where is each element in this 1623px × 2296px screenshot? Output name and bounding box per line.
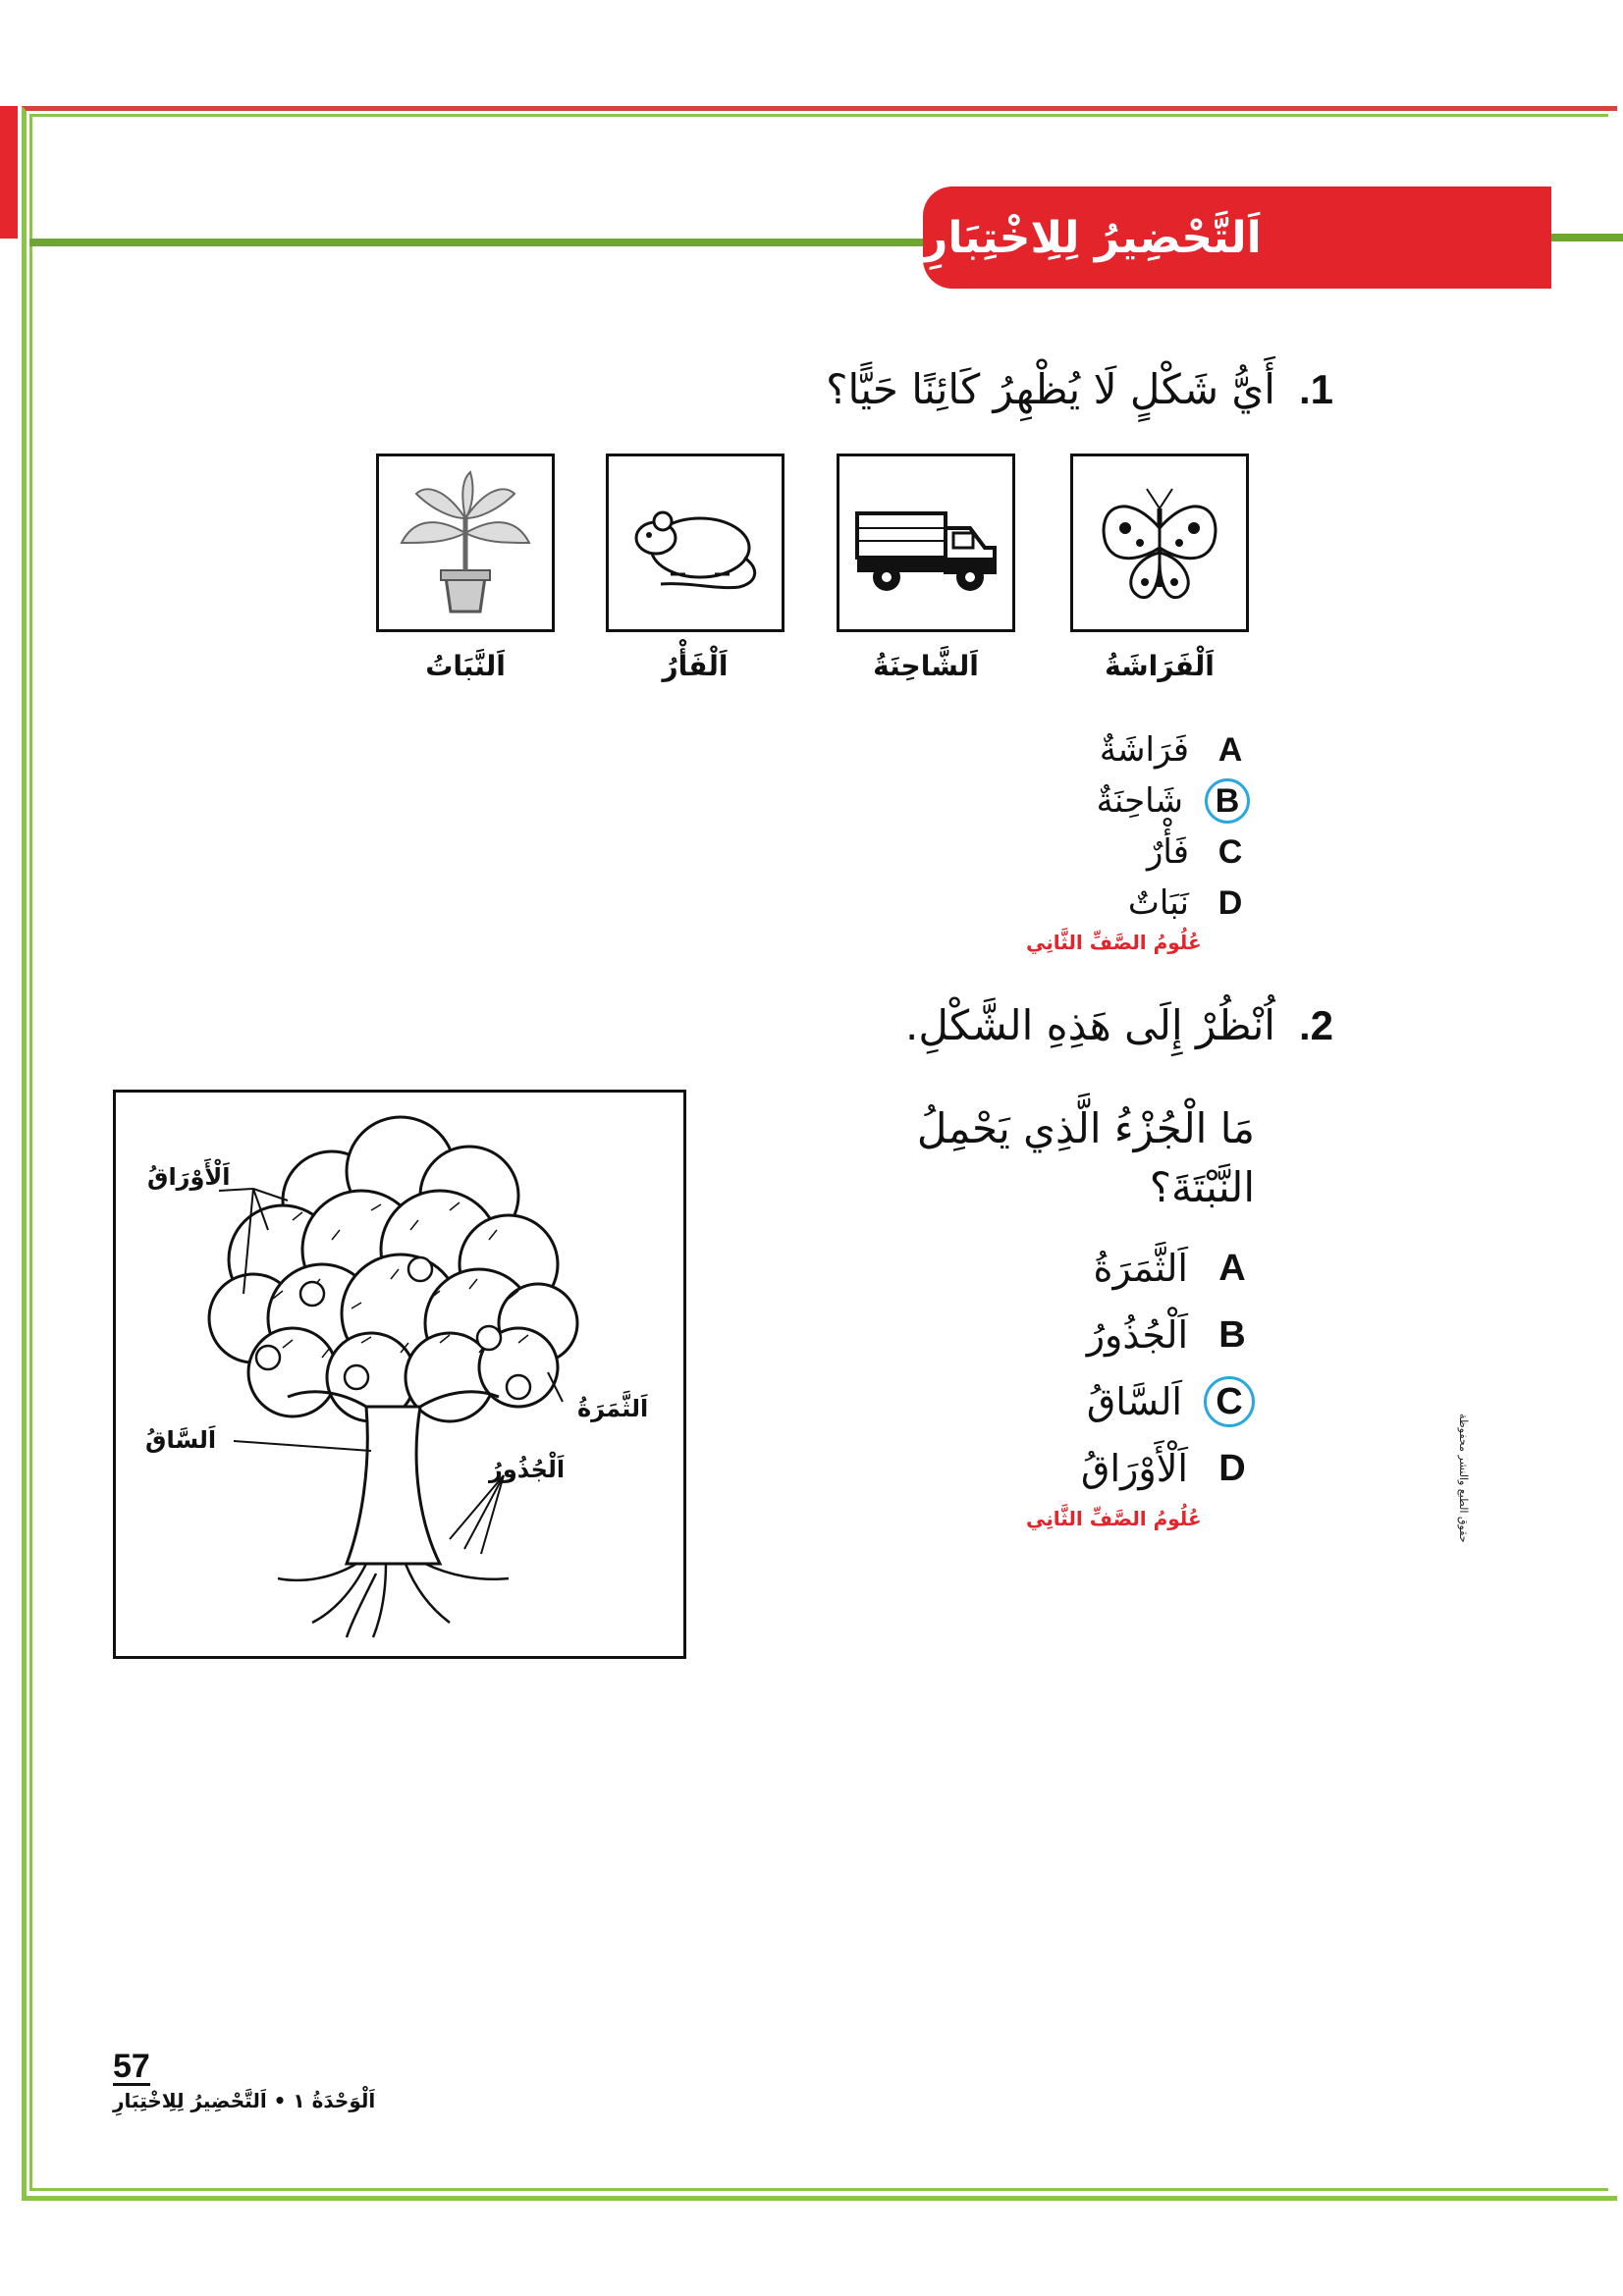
butterfly-image	[1070, 454, 1249, 632]
plant-caption: اَلنَّبَاتُ	[425, 650, 506, 682]
option-d[interactable]	[1081, 1435, 1255, 1502]
question-2	[905, 1001, 1333, 1049]
option-text: شَاحِنَةٌ	[1096, 781, 1183, 821]
question-1-options	[1097, 724, 1250, 929]
option-letter: D	[1217, 883, 1243, 922]
option-letter-selected: B	[1205, 778, 1250, 824]
question-1-note: عُلُومُ الصَّفِّ الثَّانِي	[1026, 931, 1202, 954]
option-c[interactable]	[1097, 827, 1250, 878]
plant-image	[376, 454, 555, 632]
option-letter: A	[1217, 730, 1243, 769]
left-red-tab	[0, 106, 18, 239]
option-text: اَلْأَوْرَاقُ	[1081, 1447, 1188, 1490]
label-roots: اَلْجُذُورُ	[489, 1456, 566, 1483]
option-text: اَلسَّاقُ	[1086, 1380, 1182, 1423]
tree-diagram	[113, 1090, 686, 1659]
label-stem: اَلسَّاقُ	[145, 1426, 217, 1454]
option-letter: D	[1218, 1447, 1246, 1489]
mouse-caption: اَلْفَأْرُ	[662, 650, 729, 682]
question-2-line-1: مَا الْجُزْءُ الَّذِي يَحْمِلُ	[916, 1104, 1255, 1152]
label-leaves: اَلْأَوْرَاقُ	[147, 1163, 231, 1191]
option-letter: C	[1217, 832, 1243, 871]
option-letter-selected: C	[1204, 1376, 1255, 1427]
mouse-image	[606, 454, 784, 632]
header-green-bar	[29, 239, 933, 246]
header-green-bar-right	[1546, 234, 1623, 241]
option-c[interactable]	[1081, 1368, 1255, 1435]
question-2-intro: اُنْظُرْ إِلَى هَذِهِ الشَّكْلِ.	[904, 1001, 1275, 1049]
question-2-note: عُلُومُ الصَّفِّ الثَّانِي	[1026, 1507, 1202, 1530]
option-text: اَلْجُذُورُ	[1086, 1313, 1188, 1357]
question-2-number: 2.	[1298, 1001, 1333, 1048]
option-a[interactable]	[1081, 1235, 1255, 1302]
option-b[interactable]	[1081, 1302, 1255, 1368]
plant-icon	[392, 464, 539, 621]
question-1	[826, 365, 1333, 413]
truck-caption: اَلشَّاحِنَةُ	[873, 650, 979, 682]
option-b[interactable]	[1097, 775, 1250, 827]
copyright-vertical-text: حقوق الطبع والنشر محفوظة	[1457, 1414, 1470, 1543]
option-d[interactable]	[1097, 878, 1250, 929]
truck-icon	[847, 484, 1004, 602]
option-text: فَرَاشَةٌ	[1099, 730, 1189, 770]
section-banner	[923, 187, 1551, 289]
page-number: 57	[113, 2048, 150, 2085]
option-text: نَبَاتٌ	[1127, 883, 1189, 923]
option-letter: A	[1218, 1247, 1246, 1289]
option-text: فَأْرٌ	[1146, 832, 1189, 872]
option-a[interactable]	[1097, 724, 1250, 775]
butterfly-icon	[1086, 469, 1233, 616]
question-2-line-2: النَّبْتَةَ؟	[1149, 1163, 1255, 1211]
truck-image	[837, 454, 1015, 632]
butterfly-caption: اَلْفَرَاشَةُ	[1105, 650, 1215, 682]
option-letter: B	[1218, 1313, 1246, 1356]
mouse-icon	[622, 484, 769, 602]
question-1-number: 1.	[1298, 365, 1333, 412]
footer-text: اَلْوَحْدَةُ ١ • اَلتَّحْضِيرُ لِلِاخْتِبَارِ	[113, 2089, 376, 2112]
question-1-text: أَيُّ شَكْلٍ لَا يُظْهِرُ كَائِنًا حَيًّا؟	[826, 365, 1275, 413]
section-title: اَلتَّحْضِيرُ لِلِاخْتِبَارِ	[923, 212, 1262, 263]
option-text: اَلثَّمَرَةُ	[1093, 1247, 1188, 1290]
label-fruit: اَلثَّمَرَةُ	[577, 1395, 649, 1422]
question-2-options	[1081, 1235, 1255, 1502]
